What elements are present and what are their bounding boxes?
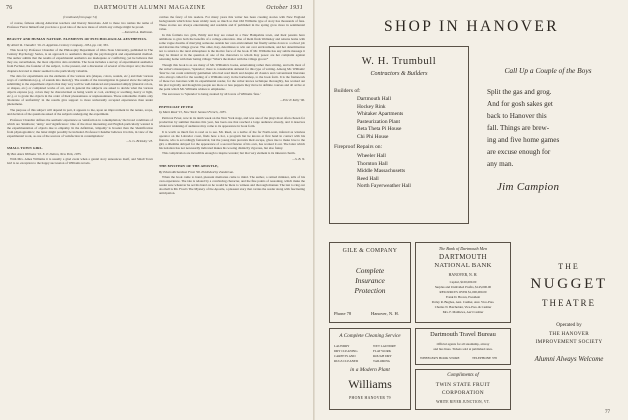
review-signature: —S. G. Brinkley '23. (126, 139, 153, 144)
campion-line: are excuse enough for (487, 148, 551, 156)
right-page (315, 0, 628, 420)
left-page (0, 0, 313, 420)
review-publication: by Mark Reed '15, New York: Samuel French, 1935. (159, 110, 227, 115)
list-item: Chi Phi House (357, 133, 389, 140)
bank-detail: Capital, $100,000.00 (449, 280, 477, 284)
travel-phone: TELEPHONE 378 (472, 356, 497, 360)
list-item: Beta Theta Pi House (357, 126, 402, 133)
paragraph: It is worth as much fun to read as to see. Mr. Reed, as a native of the far North-west, inferred as wireless operator on the Labrador coast, finds here a hot, a program but he knows at first hand in contact with his fiancée, who is accordingly fantastical, but the young man prevents their escape, gives rise to make love to the girl, a dilemma delayed for the appearance of a second fiancée of his own, has worked it out. The latter which his isolation has not necessarily indicated makes his wooing distinctly vigorous, but also funny. (159, 129, 305, 150)
twin-state-compliments: Compliments of (447, 373, 479, 378)
williams-plant: in a Modern Plant (350, 367, 390, 373)
bank-detail: RESOURCES OVER $1,000,000.00 (439, 290, 487, 294)
twin-state-town: WHITE RIVER JUNCTION, VT. (436, 400, 490, 404)
twin-state-name: TWIN STATE FRUIT (435, 382, 491, 388)
list-item: Reed Hall (357, 175, 379, 182)
paragraph: The successor to 'Splendor' is being awaited by all lovers of Williams 'fans.' (162, 92, 261, 97)
builders-list (357, 96, 403, 142)
list-item: Pasteurization Plant (357, 118, 400, 125)
campion-line: any man. (487, 160, 514, 168)
review-publication: By Ben Ames Williams '10. E. P. Dutton, New York, 1935. (7, 151, 82, 156)
gile-line: Complete (355, 266, 385, 275)
list-item: Thornton Hall (357, 160, 388, 167)
bank-name: NATIONAL BANK (434, 262, 492, 269)
review-signature: —Kenneth A. Robinson. (121, 30, 153, 35)
page-number-left: 76 (6, 5, 13, 11)
service-item: ROUGH DRY (373, 354, 392, 358)
review-signature: —Eric P. Kelly '06. (280, 97, 305, 102)
bank-details (415, 280, 511, 315)
fireproof-label: Fireproof Repairs on: (334, 144, 383, 150)
bank-name: DARTMOUTH (439, 253, 487, 261)
builders-label: Builders of: (334, 88, 361, 94)
continued-note: (Continued from page 74) (63, 15, 97, 19)
list-item: Dartmouth Hall (357, 96, 391, 102)
fireproof-list (357, 153, 411, 191)
paragraph: This complication are incredible enough to inspire wonder; but that very element is its inherent charm. (162, 151, 296, 156)
williams-title: A Complete Cleaning Service (339, 333, 401, 339)
travel-location: WHEELER'S BOOK STORE (420, 356, 460, 360)
williams-services-left (334, 344, 358, 364)
text-column-1 (7, 15, 153, 413)
paragraph: The data for experiments are the elements of the various arts (shapes, colors, sounds, etc.) and their various ways of combination (e.g. of sounds into melody). The results of the investigation in general show the subjects submitting to the experiment objects that may very well be well-balanced and presented simply (musical colors, or shapes, etc.) or completed works of art, and in general the subjects are asked to decide what the various objects express (e.g. colors may be characterized as being warm or cool, exciting or soothing, heavy or light, etc.), or to grade the objects in the order of their pleasantness or unpleasantness. These remarkable claims only 'moderate of uniformity' in the results give support to more universally accepted experiences than under phenomena. (7, 74, 153, 107)
bank-detail: Perley R. Bugbee, Asst. Cashier, Asst. Vice-Pres. (431, 300, 495, 304)
gile-town: Hanover, N. H. (371, 311, 400, 316)
paragraph: of course, famous among American teachers and literary historians. Add to these two names the name of Professor Farrar himself and you have a good idea of the new ideas of which any college might be proud. (7, 20, 153, 29)
williams-phone: PHONE HANOVER 79 (349, 396, 391, 400)
nugget-name: NUGGET (530, 276, 608, 292)
bank-detail: Frank D. Brown, President (445, 295, 481, 299)
service-item: WET LAUNDRY (373, 344, 397, 348)
paragraph: The purpose of this subject will depend in part, it appears to me, upon an improvement in the nature, scope, and decision of the questions asked of the subjects undergoing the experiment. (7, 107, 153, 116)
trumbull-subtitle: Contractors & Builders (370, 71, 428, 77)
bank-detail: Mrs. F. Matthews, Ass't Cashier (442, 310, 484, 314)
paragraph: Professor Chandler defines the aesthetic experience as 'satisfaction in contemplation,' the broad conditions of which are 'intuitions,' 'unity,' and 'significance.' One of the most interesting and English particularly wanted is the experimentation of objects due to empathy. In the definition, 'empathy' is broader than the 'identification from physiognomics', the latter might possibly be included. Professor Chandler believes it is this, in view of the experimental work, as one of the sources of 'satisfaction in contemplation.' (7, 117, 153, 138)
travel-desc: and bus lines. Tickets sold at published rates. (433, 347, 493, 351)
list-item: Whitaker Apartments (357, 111, 404, 118)
campion-line: fall. Things are brew- (487, 124, 550, 132)
paragraph: In this formula two girls, Emily and Kay are raised in a New Hampshire town, and their parents have ambitions to give both the benefits of a college education. One of them finds Wellesley and returns home with some vague dreams of marrying someone outside her own environment but finally settles down to a school job and marries the village grocer. The other, Kay, determines to win out over environment, and her determination not to return to the rural atmosphere is the motive force of the book. If Mr. Williams has any subtle message it may be hinted at in the question of one of the characters to whom Kay poses: are her complaint against returning home with their hating village: 'What's the matter with the village grocer?' (159, 32, 305, 61)
paragraph: When the book came to hand, pleasant memories came to mind. The author, a retired minister, tells of his own experience. The tale is related by a convincing character, and the fine points of reasoning, which make the reader sure whatever he set his hand on he would be there to witness and thorough manner. The last to ring our doorbell is Mr. Frost's The Mystery of the Apostle, a pleasant story that carries the reader along with fascinating anticipation. (159, 175, 305, 196)
gile-phone: Phone 78 (334, 311, 352, 316)
gile-line: Insurance (355, 276, 385, 285)
bank-tagline: The Bank of Dartmouth Men (438, 246, 488, 251)
review-heading: BEAUTY AND HUMAN NATURE. ELEMENTS OF PSYCHOLOGICAL AESTHETICS. (7, 37, 148, 42)
paragraph: This book by Professor Chandler of the Philosophy Department of Ohio State University, published in The Century Psychology Series, is an approach to aesthetics through the psychological and experimental method. The author admits that the results of experimental aesthetics are inadequate or conflicting, yet he believes that they are, nevertheless, the most objective data available. The book includes a survey of experimental aesthetics from Fechner, the founder of the subject, to the present, and a discussion of several of the major arts; the three chapters devoted to music seemed to me particularly valuable. (7, 48, 153, 73)
twin-state-corp: CORPORATION (441, 390, 485, 396)
trumbull-name: W. H. Trumbull (361, 56, 437, 67)
travel-name: Dartmouth Travel Bureau (430, 331, 496, 338)
list-item: Hockey Rink (357, 103, 386, 110)
review-signature: —S. B. N. (292, 156, 305, 161)
service-item: TAILORING (373, 359, 391, 363)
paragraph: With Mrs. Ames Williams it is usually a glad event when a genial story announces itself, and Small Town Girl is no exception to the happy succession of Williams novels. (7, 157, 153, 166)
bank-detail: Charles N. Batchelder, Vice-Pres. & Cashier (434, 305, 492, 309)
gile-name: GILE & COMPANY (342, 248, 398, 254)
running-header (6, 5, 303, 14)
shop-in-hanover-title: SHOP IN HANOVER (384, 18, 559, 35)
campion-line: back to Hanover this (487, 112, 547, 120)
nugget-the: THE (558, 262, 580, 271)
paragraph: catches the fancy of his readers. For many years this writer has been creating stories with New England backgrounds which have been widely read, so much so that Old Williams type of story has thousands of fans. These stories are always entertaining and readable and if published in the spring grow more in sentimental value. (159, 15, 305, 32)
magazine-name: DARTMOUTH ALUMNI MAGAZINE (94, 5, 206, 11)
service-item: CARPETS AND (334, 354, 356, 358)
review-heading: SMALL TOWN GIRL. (7, 146, 44, 151)
campion-body (487, 86, 619, 170)
list-item: Wheeler Hall (357, 153, 386, 159)
review-publication: By Edwin Richardson Frost '98. Published by Zondervan. (159, 169, 234, 174)
review-heading: PEPTICOAT FEVER (159, 104, 194, 109)
campion-signature: Jim Campion (497, 181, 560, 193)
williams-name: Williams (348, 377, 392, 391)
travel-desc: Official agents for all steamship, airway (436, 342, 490, 346)
text-column-2 (159, 15, 305, 413)
campion-line: And for gosh sakes get (487, 100, 553, 108)
nugget-operator: IMPROVEMENT SOCIETY (535, 339, 603, 345)
page-number-right: 77 (605, 410, 610, 415)
nugget-operator: THE HANOVER (548, 331, 590, 337)
paragraph: Petticoat Fever, now in its ninth week on the New York stage, and was one of the plays most often chosen for production by summer theatres this year, has been one that reached a large audience already, and it deserves whatever widening of audience may come to its appearance in book form. (159, 116, 305, 129)
list-item: North Fayerweather Hall (357, 183, 411, 190)
review-heading: THE MYSTERY OF THE APOSTLE, (159, 164, 219, 168)
paragraph: Though this book is as are many of Mr. Williams's books, entertaining rather than stirring, and tells most of the writer's masterpiece, 'Splendor', there is considerable demand for this type of writing. Among Mr. Williams' 'fans' he can count relatively gentlemen who had read much and despite all classics and conventional literature who always called for the reading of a Williams story in the barbershop, to the book form. It is the framework of these two heroines with its experimental reader, for the writer knows technique thoroughly, has worked out his plot logically and though his people are more or less puppets they move in definite courses and all arrive at the point which Mr. Williams wishes to emphasize. (159, 62, 305, 91)
campion-line: ing and five home games (487, 136, 560, 144)
campion-headline: Call Up a Couple of the Boys (504, 66, 592, 75)
gile-line: Protection (354, 286, 386, 295)
bank-detail: Surplus and Undivided Profits, $145,000.00 (434, 285, 492, 289)
nugget-slogan: Alumni Always Welcome (534, 355, 604, 363)
service-item: DRY CLEANING (334, 349, 358, 353)
review-publication: By Albert R. Chandler '16. D. Appleton-Century Company, 1934, pp. viii, 381. (7, 42, 109, 47)
service-item: FLAT WORK (373, 349, 392, 353)
issue-date: October 1931 (266, 5, 303, 11)
nugget-theatre: THEATRE (542, 298, 596, 308)
williams-services-right (373, 344, 396, 364)
list-item: Middle Massachusetts (357, 168, 406, 175)
service-item: LAUNDRY (334, 344, 350, 348)
bank-town: HANOVER, N. H. (448, 273, 478, 277)
service-item: RUGS CLEANED (334, 359, 359, 363)
nugget-operated-by: Operated by (556, 322, 582, 328)
campion-line: Split the gas and grog. (487, 88, 552, 96)
